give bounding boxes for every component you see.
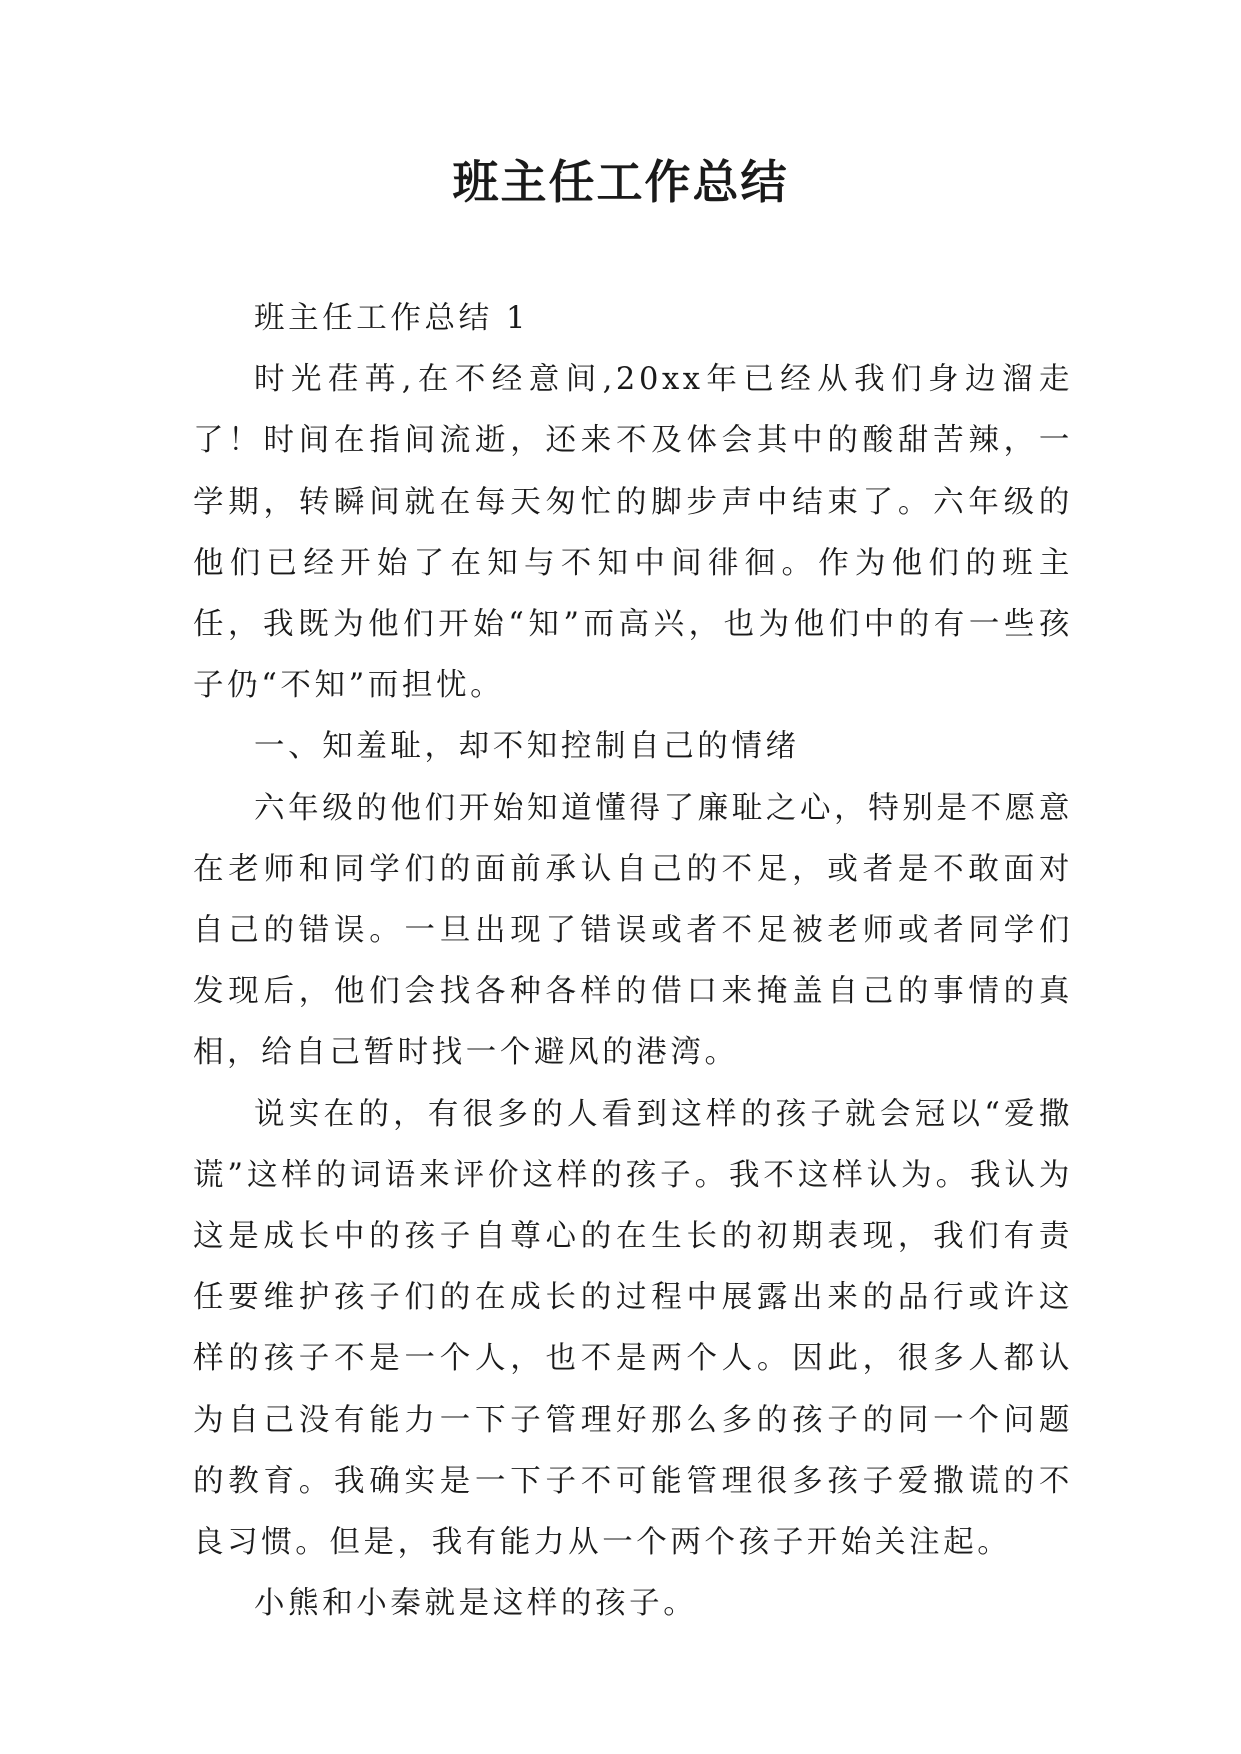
paragraph: 说实在的，有很多的人看到这样的孩子就会冠以“爱撒谎”这样的词语来评价这样的孩子。我不这样认为。我认为这是成长中的孩子自尊心的在生长的初期表现，我们有责任要维护孩子们的在成长的过程中展露出来的品行或许这样的孩子不是一个人，也不是两个人。因此，很多人都认为自己没有能力一下子管理好那么多的孩子的同一个问题的教育。我确实是一下子不可能管理很多孩子爱撒谎的不良习惯。但是，我有能力从一个两个孩子开始关注起。 — [193, 1096, 1073, 1561]
section-heading: 班主任工作总结 1 — [254, 301, 529, 336]
paragraph: 六年级的他们开始知道懂得了廉耻之心，特别是不愿意在老师和同学们的面前承认自己的不足，或者是不敢面对自己的错误。一旦出现了错误或者不足被老师或者同学们发现后，他们会找各种各样的借口来掩盖自己的事情的真相，给自己暂时找一个避风的港湾。 — [193, 790, 1073, 1071]
document-body — [193, 288, 1073, 1634]
document-title: 班主任工作总结 — [452, 155, 789, 209]
subheading: 一、知羞耻，却不知控制自己的情绪 — [254, 729, 800, 765]
paragraph: 小熊和小秦就是这样的孩子。 — [254, 1586, 698, 1622]
paragraph: 时光荏苒,在不经意间,20xx年已经从我们身边溜走了！时间在指间流逝，还来不及体会其中的酸甜苦辣，一学期，转瞬间就在每天匆忙的脚步声中结束了。六年级的他们已经开始了在知与不知中间徘徊。作为他们的班主任，我既为他们开始“知”而高兴，也为他们中的有一些孩子仍“不知”而担忧。 — [193, 362, 1073, 704]
